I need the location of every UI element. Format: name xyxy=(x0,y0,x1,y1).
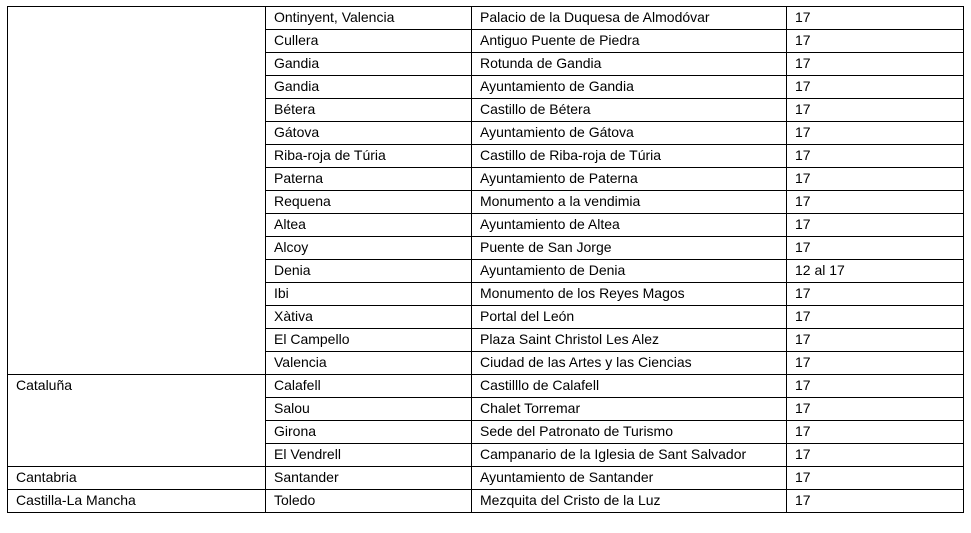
city-cell: Cullera xyxy=(266,30,472,53)
date-cell: 17 xyxy=(787,421,964,444)
place-cell: Ayuntamiento de Santander xyxy=(472,467,787,490)
date-cell: 12 al 17 xyxy=(787,260,964,283)
place-cell: Castilllo de Calafell xyxy=(472,375,787,398)
place-cell: Rotunda de Gandia xyxy=(472,53,787,76)
region-cell: Cataluña xyxy=(8,375,266,467)
date-cell: 17 xyxy=(787,214,964,237)
city-cell: Valencia xyxy=(266,352,472,375)
date-cell: 17 xyxy=(787,375,964,398)
date-cell: 17 xyxy=(787,191,964,214)
city-cell: Riba-roja de Túria xyxy=(266,145,472,168)
city-cell: Gandia xyxy=(266,53,472,76)
place-cell: Castillo de Bétera xyxy=(472,99,787,122)
city-cell: Altea xyxy=(266,214,472,237)
city-cell: El Campello xyxy=(266,329,472,352)
place-cell: Puente de San Jorge xyxy=(472,237,787,260)
city-cell: Xàtiva xyxy=(266,306,472,329)
date-cell: 17 xyxy=(787,30,964,53)
city-cell: Ontinyent, Valencia xyxy=(266,7,472,30)
city-cell: Gandia xyxy=(266,76,472,99)
date-cell: 17 xyxy=(787,329,964,352)
city-cell: Alcoy xyxy=(266,237,472,260)
region-cell: Castilla-La Mancha xyxy=(8,490,266,513)
city-cell: Salou xyxy=(266,398,472,421)
date-cell: 17 xyxy=(787,444,964,467)
date-cell: 17 xyxy=(787,99,964,122)
table-row xyxy=(8,7,964,30)
date-cell: 17 xyxy=(787,398,964,421)
events-table xyxy=(7,6,964,513)
date-cell: 17 xyxy=(787,490,964,513)
place-cell: Sede del Patronato de Turismo xyxy=(472,421,787,444)
place-cell: Chalet Torremar xyxy=(472,398,787,421)
place-cell: Ciudad de las Artes y las Ciencias xyxy=(472,352,787,375)
city-cell: Bétera xyxy=(266,99,472,122)
city-cell: El Vendrell xyxy=(266,444,472,467)
place-cell: Castillo de Riba-roja de Túria xyxy=(472,145,787,168)
place-cell: Monumento a la vendimia xyxy=(472,191,787,214)
place-cell: Ayuntamiento de Paterna xyxy=(472,168,787,191)
city-cell: Denia xyxy=(266,260,472,283)
place-cell: Palacio de la Duquesa de Almodóvar xyxy=(472,7,787,30)
date-cell: 17 xyxy=(787,122,964,145)
date-cell: 17 xyxy=(787,145,964,168)
region-cell xyxy=(8,7,266,375)
place-cell: Portal del León xyxy=(472,306,787,329)
date-cell: 17 xyxy=(787,7,964,30)
place-cell: Plaza Saint Christol Les Alez xyxy=(472,329,787,352)
place-cell: Ayuntamiento de Gandia xyxy=(472,76,787,99)
date-cell: 17 xyxy=(787,306,964,329)
city-cell: Requena xyxy=(266,191,472,214)
place-cell: Ayuntamiento de Denia xyxy=(472,260,787,283)
place-cell: Ayuntamiento de Altea xyxy=(472,214,787,237)
date-cell: 17 xyxy=(787,53,964,76)
city-cell: Toledo xyxy=(266,490,472,513)
date-cell: 17 xyxy=(787,237,964,260)
table-row xyxy=(8,490,964,513)
city-cell: Ibi xyxy=(266,283,472,306)
place-cell: Ayuntamiento de Gátova xyxy=(472,122,787,145)
city-cell: Paterna xyxy=(266,168,472,191)
date-cell: 17 xyxy=(787,168,964,191)
city-cell: Girona xyxy=(266,421,472,444)
place-cell: Campanario de la Iglesia de Sant Salvador xyxy=(472,444,787,467)
region-cell: Cantabria xyxy=(8,467,266,490)
events-table-body xyxy=(8,7,964,513)
date-cell: 17 xyxy=(787,283,964,306)
city-cell: Calafell xyxy=(266,375,472,398)
city-cell: Gátova xyxy=(266,122,472,145)
place-cell: Antiguo Puente de Piedra xyxy=(472,30,787,53)
date-cell: 17 xyxy=(787,467,964,490)
table-row xyxy=(8,375,964,398)
date-cell: 17 xyxy=(787,352,964,375)
place-cell: Mezquita del Cristo de la Luz xyxy=(472,490,787,513)
place-cell: Monumento de los Reyes Magos xyxy=(472,283,787,306)
city-cell: Santander xyxy=(266,467,472,490)
table-row xyxy=(8,467,964,490)
date-cell: 17 xyxy=(787,76,964,99)
